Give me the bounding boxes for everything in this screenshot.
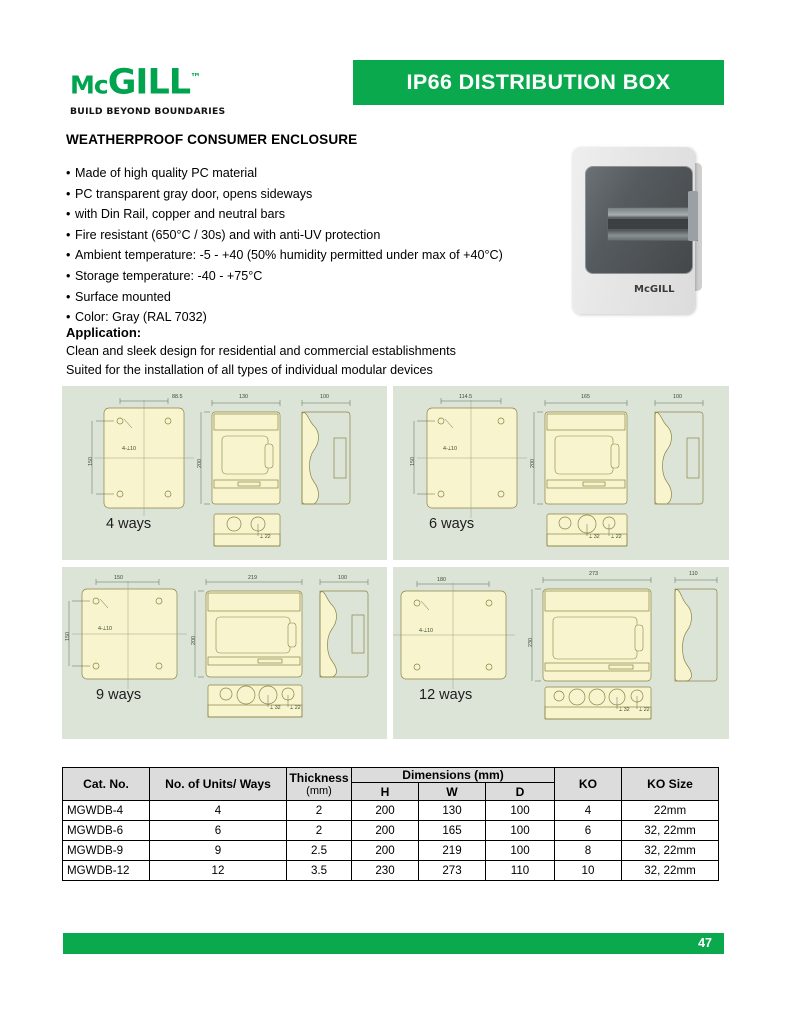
dim-depth: 100 bbox=[673, 394, 682, 400]
list-item bbox=[66, 266, 566, 287]
dim-ko-size-2: ⟘ 22 bbox=[639, 707, 650, 713]
th-w: W bbox=[419, 783, 486, 801]
th-cat-no: Cat. No. bbox=[63, 768, 150, 801]
dim-mount-width: 150 bbox=[114, 575, 123, 581]
table-row bbox=[63, 861, 719, 881]
spec-bullet-list bbox=[66, 163, 566, 328]
enclosure-transparent-door bbox=[585, 166, 693, 274]
list-item-label: Ambient temperature: -5 - +40 (50% humidity permitted under max of +40°C) bbox=[75, 248, 503, 263]
cell-thickness: 2 bbox=[287, 821, 352, 841]
logo-gill: GILL bbox=[107, 62, 191, 103]
din-rail-slot bbox=[608, 219, 697, 229]
bullet-icon: • bbox=[66, 289, 71, 304]
cell-ko: 4 bbox=[555, 801, 622, 821]
list-item-label: Color: Gray (RAL 7032) bbox=[75, 310, 207, 325]
cell-ko-size: 32, 22mm bbox=[622, 861, 719, 881]
cell-thickness: 2 bbox=[287, 801, 352, 821]
dim-front-width: 219 bbox=[248, 575, 257, 581]
th-thickness bbox=[287, 768, 352, 801]
dim-hole-note: 4-⟘10 bbox=[419, 628, 433, 634]
bullet-icon: • bbox=[66, 248, 71, 263]
th-ko-size: KO Size bbox=[622, 768, 719, 801]
drawing-panel-6ways bbox=[393, 386, 729, 560]
cell-ko-size: 32, 22mm bbox=[622, 841, 719, 861]
dim-mount-height: 150 bbox=[65, 632, 71, 641]
cell-w: 273 bbox=[419, 861, 486, 881]
cell-cat-no: MGWDB-4 bbox=[63, 801, 150, 821]
logo-tagline: BUILD BEYOND BOUNDARIES bbox=[70, 105, 226, 117]
drawing-label-12ways: 12 ways bbox=[419, 687, 473, 703]
page-header bbox=[0, 58, 791, 120]
application-title: Application: bbox=[66, 325, 142, 340]
list-item bbox=[66, 287, 566, 308]
dim-front-width: 165 bbox=[581, 394, 590, 400]
dim-depth: 100 bbox=[320, 394, 329, 400]
dim-ko-size-1: ⟘ 22 bbox=[260, 534, 271, 540]
cell-units: 4 bbox=[150, 801, 287, 821]
cell-d: 100 bbox=[486, 821, 555, 841]
logo-mc: Mc bbox=[70, 70, 108, 100]
dim-hole-note: 4-⟘10 bbox=[98, 626, 112, 632]
dim-mount-width: 180 bbox=[437, 577, 446, 583]
drawing-panel-4ways bbox=[62, 386, 387, 560]
bullet-icon: • bbox=[66, 310, 71, 325]
list-item-label: PC transparent gray door, opens sideways bbox=[75, 186, 313, 201]
list-item bbox=[66, 245, 566, 266]
dim-depth: 100 bbox=[338, 575, 347, 581]
page-title-banner bbox=[353, 60, 724, 105]
technical-drawings bbox=[62, 386, 729, 746]
cell-units: 9 bbox=[150, 841, 287, 861]
cell-units: 12 bbox=[150, 861, 287, 881]
drawing-label-6ways: 6 ways bbox=[429, 516, 475, 532]
list-item-label: Storage temperature: -40 - +75°C bbox=[75, 268, 263, 283]
dim-hole-note: 4-⟘10 bbox=[122, 446, 136, 452]
cell-d: 110 bbox=[486, 861, 555, 881]
cell-h: 200 bbox=[352, 801, 419, 821]
specifications-table bbox=[62, 767, 719, 881]
dim-front-height: 200 bbox=[197, 459, 203, 468]
bullet-icon: • bbox=[66, 186, 71, 201]
dim-mount-width: 88.5 bbox=[172, 394, 183, 400]
page-number: 47 bbox=[698, 936, 712, 950]
dim-ko-size-1: ⟘ 32 bbox=[619, 707, 630, 713]
dim-front-height: 230 bbox=[528, 638, 534, 647]
th-thickness-line1: Thickness bbox=[289, 771, 349, 785]
dim-ko-size-2: ⟘ 22 bbox=[290, 705, 301, 711]
drawing-label-4ways: 4 ways bbox=[106, 516, 152, 532]
cell-cat-no: MGWDB-9 bbox=[63, 841, 150, 861]
enclosure-body bbox=[572, 147, 695, 314]
table-row bbox=[63, 821, 719, 841]
list-item-label: Made of high quality PC material bbox=[75, 166, 258, 180]
list-item bbox=[66, 163, 566, 184]
dim-front-height: 200 bbox=[530, 459, 536, 468]
dim-ko-size-1: ⟘ 32 bbox=[589, 534, 600, 540]
cell-h: 200 bbox=[352, 841, 419, 861]
dim-depth: 110 bbox=[689, 571, 698, 577]
th-dimensions: Dimensions (mm) bbox=[352, 768, 555, 783]
dim-mount-height: 150 bbox=[410, 457, 416, 466]
cell-cat-no: MGWDB-6 bbox=[63, 821, 150, 841]
table-row bbox=[63, 801, 719, 821]
th-h: H bbox=[352, 783, 419, 801]
section-title: WEATHERPROOF CONSUMER ENCLOSURE bbox=[66, 132, 358, 147]
cell-ko-size: 32, 22mm bbox=[622, 821, 719, 841]
dim-mount-height: 150 bbox=[88, 457, 94, 466]
cell-ko: 6 bbox=[555, 821, 622, 841]
cell-w: 130 bbox=[419, 801, 486, 821]
th-ko: KO bbox=[555, 768, 622, 801]
list-item-label: Surface mounted bbox=[75, 289, 171, 304]
list-item bbox=[66, 184, 566, 205]
drawing-panel-12ways bbox=[393, 567, 729, 739]
list-item bbox=[66, 225, 566, 246]
trademark-icon: ™ bbox=[190, 71, 201, 84]
list-item bbox=[66, 204, 566, 225]
bullet-icon: • bbox=[66, 227, 71, 242]
cell-cat-no: MGWDB-12 bbox=[63, 861, 150, 881]
list-item-label: Fire resistant (650°C / 30s) and with anti-UV protection bbox=[75, 227, 381, 242]
drawing-panel-9ways bbox=[62, 567, 387, 739]
application-line-2: Suited for the installation of all types of individual modular devices bbox=[66, 363, 433, 377]
cell-ko-size: 22mm bbox=[622, 801, 719, 821]
table-header-row bbox=[63, 768, 719, 783]
cell-w: 165 bbox=[419, 821, 486, 841]
dim-mount-width: 114.5 bbox=[459, 394, 473, 400]
th-units-ways: No. of Units/ Ways bbox=[150, 768, 287, 801]
door-latch-icon bbox=[688, 191, 698, 241]
drawing-label-9ways: 9 ways bbox=[96, 687, 142, 703]
cell-thickness: 2.5 bbox=[287, 841, 352, 861]
dim-ko-size-2: ⟘ 22 bbox=[611, 534, 622, 540]
bullet-icon: • bbox=[66, 207, 71, 222]
cell-h: 200 bbox=[352, 821, 419, 841]
cell-d: 100 bbox=[486, 801, 555, 821]
cell-ko: 8 bbox=[555, 841, 622, 861]
logo-wordmark bbox=[70, 60, 250, 104]
bullet-icon: • bbox=[66, 268, 71, 283]
list-item-label: with Din Rail, copper and neutral bars bbox=[75, 207, 286, 222]
cell-ko: 10 bbox=[555, 861, 622, 881]
dim-hole-note: 4-⟘10 bbox=[443, 446, 457, 452]
cell-units: 6 bbox=[150, 821, 287, 841]
cell-w: 219 bbox=[419, 841, 486, 861]
th-thickness-line2: (mm) bbox=[306, 785, 332, 797]
bullet-icon: • bbox=[66, 166, 71, 180]
application-line-1: Clean and sleek design for residential and commercial establishments bbox=[66, 344, 456, 358]
page-footer bbox=[63, 933, 724, 954]
din-rail bbox=[607, 207, 698, 241]
table-row bbox=[63, 841, 719, 861]
cell-d: 100 bbox=[486, 841, 555, 861]
product-photo bbox=[567, 145, 714, 320]
th-d: D bbox=[486, 783, 555, 801]
dim-ko-size-1: ⟘ 32 bbox=[270, 705, 281, 711]
page-title: IP66 DISTRIBUTION BOX bbox=[406, 70, 671, 94]
cell-thickness: 3.5 bbox=[287, 861, 352, 881]
cell-h: 230 bbox=[352, 861, 419, 881]
mcgill-logo bbox=[70, 60, 250, 117]
product-brand-label: McGILL bbox=[634, 284, 675, 295]
dim-front-height: 200 bbox=[191, 636, 197, 645]
dim-front-width: 130 bbox=[239, 394, 248, 400]
dim-front-width: 273 bbox=[589, 571, 598, 577]
